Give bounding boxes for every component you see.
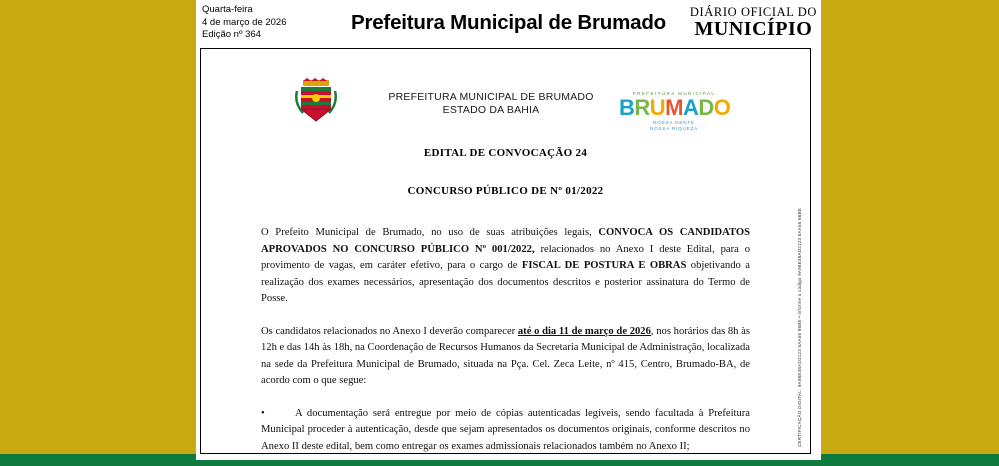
- gazette-brand-line2: MUNICÍPIO: [694, 18, 813, 40]
- p1-part2: relacionados no Anexo I deste Edital, para o provimento de vagas, em caráter efetivo, para o cargo de: [261, 243, 750, 271]
- document-content: [201, 49, 810, 453]
- document-frame: [200, 48, 811, 454]
- document-entity-heading: [361, 91, 621, 117]
- newspaper-page: [196, 0, 821, 460]
- p3-text: A documentação será entregue por meio de cópias autenticadas legíveis, sendo facultada à Prefeitura Municipal proceder à autenticação, desde que sejam apresentados os documentos originais, conforme descritos no Anexo II deste edital, bem como entregar os exames admissionais relacionados também no Anexo II;: [261, 407, 750, 452]
- p1-part3: objetivando a realização dos exames necessários, apresentação dos documentos descritos e posterior assinatura do Termo de Posse.: [261, 260, 750, 304]
- document-title-2: CONCURSO PÚBLICO DE Nº 01/2022: [407, 185, 604, 197]
- entity-line-1: PREFEITURA MUNICIPAL DE BRUMADO: [388, 91, 594, 103]
- p2-deadline: até o dia 11 de março de 2026: [517, 325, 651, 337]
- paragraph-3: [261, 406, 750, 455]
- gazette-brand-line1: DIÁRIO OFICIAL DO: [689, 5, 817, 19]
- brumado-logo-top-text: PREFEITURA MUNICIPAL: [632, 91, 716, 96]
- document-body: [261, 225, 750, 454]
- right-margin: [821, 0, 999, 466]
- brumado-logo-sub-line1: NOSSA GENTE: [653, 120, 695, 125]
- p1-bold1: CONVOCA OS CANDIDATOS APROVADOS NO CONCURSO PÚBLICO Nº 001/2022,: [261, 227, 750, 255]
- document-header: [201, 49, 810, 131]
- left-margin: [0, 0, 196, 466]
- bullet-icon: •: [261, 407, 265, 419]
- masthead-date: 4 de março de 2026: [202, 16, 287, 28]
- p2-part2: , nos horários das 8h às 12h e das 14h às 18h, na Coordenação de Recursos Humanos da Secretaria Municipal de Administração, localizada na sede da Prefeitura Municipal de Brumado, situada na Pça. Cel. Zeca Leite, nº 415, Centro, Brumado-BA, de acordo com o que segue:: [261, 325, 750, 386]
- digital-certification-stamp: CERTIFICAÇÃO DIGITAL: 9A98E48AD2123 5AA55 66BE • informe o código 9A98E48AD2123 5AA55 66BE: [797, 207, 802, 447]
- gazette-brand: [690, 5, 817, 40]
- document-title-1: EDITAL DE CONVOCAÇÃO 24: [423, 147, 588, 159]
- brumado-logo-wordmark: BRUMADO: [619, 95, 731, 120]
- p1-bold2: FISCAL DE POSTURA E OBRAS: [521, 260, 687, 271]
- coat-of-arms-icon: [293, 77, 339, 125]
- p1-part1: O Prefeito Municipal de Brumado, no uso de suas atribuições legais,: [261, 227, 599, 238]
- masthead-weekday: Quarta-feira: [202, 4, 253, 15]
- brumado-logo: [619, 91, 729, 132]
- masthead: [196, 0, 821, 48]
- masthead-edition: Edição nº 364: [202, 29, 261, 40]
- paragraph-2: [261, 324, 750, 390]
- entity-line-2: ESTADO DA BAHIA: [442, 104, 540, 116]
- brumado-logo-sub: [619, 120, 729, 132]
- p2-part1: Os candidatos relacionados no Anexo I deverão comparecer: [261, 325, 518, 337]
- paragraph-1: [261, 225, 750, 308]
- masthead-title: Prefeitura Municipal de Brumado: [350, 11, 667, 34]
- brumado-logo-sub-line2: NOSSA RIQUEZA: [650, 126, 698, 131]
